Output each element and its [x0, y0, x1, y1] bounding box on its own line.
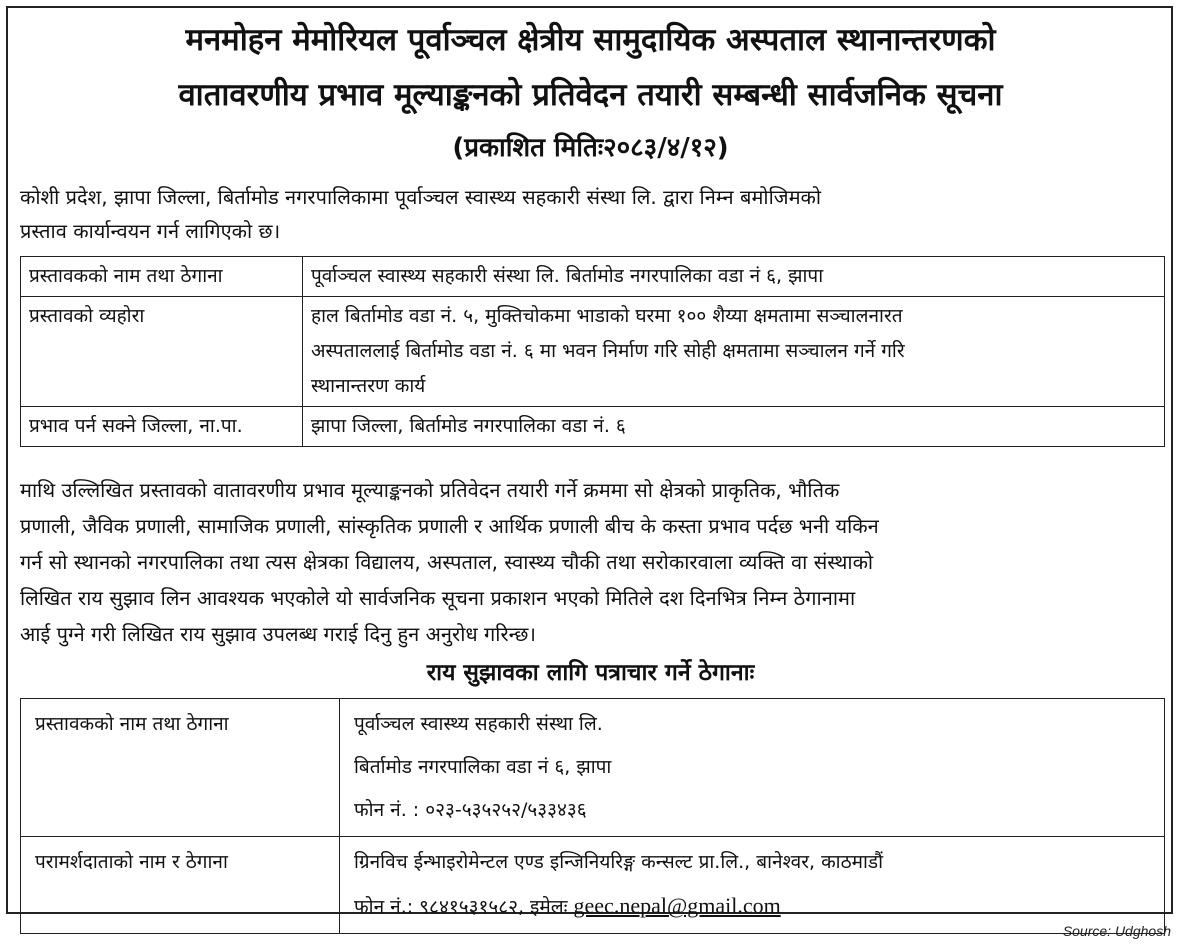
table-row [21, 837, 1165, 934]
proposal-value [303, 297, 1165, 407]
proposal-value-line: स्थानान्तरण कार्य [311, 375, 426, 397]
contact-label: परामर्शदाताको नाम र ठेगाना [21, 837, 340, 934]
table-row [21, 257, 1165, 297]
contact-value-line: पूर्वाञ्चल स्वास्थ्य सहकारी संस्था लि. [354, 713, 603, 735]
body-line: गर्न सो स्थानको नगरपालिका तथा त्यस क्षेत्रका विद्यालय, अस्पताल, स्वास्थ्य चौकी तथा सरोकारवाला व्यक्ति वा संस्थाको [20, 550, 874, 574]
body-paragraph [20, 472, 1162, 652]
notice-title-line-2: वातावरणीय प्रभाव मूल्याङ्कनको प्रतिवेदन तयारी सम्बन्धी सार्वजनिक सूचना [178, 77, 1003, 113]
proposal-value [303, 257, 1165, 297]
published-date: (प्रकाशित मितिः२०८३/४/१२) [452, 133, 729, 163]
contact-value [340, 837, 1165, 934]
email-link[interactable]: geec.nepal@gmail.com [573, 893, 781, 918]
proposal-value-line: हाल बिर्तामोड वडा नं. ५, मुक्तिचोकमा भाडाको घरमा १०० शैय्या क्षमतामा सञ्चालनारत [311, 305, 903, 327]
contact-value [340, 699, 1165, 837]
body-line: प्रणाली, जैविक प्रणाली, सामाजिक प्रणाली, सांस्कृतिक प्रणाली र आर्थिक प्रणाली बीच के कस्ता प्रभाव पर्दछ भनी यकिन [20, 514, 879, 538]
source-credit: Source: Udghosh [1062, 923, 1171, 939]
contact-value-line: बिर्तामोड नगरपालिका वडा नं ६, झापा [354, 756, 612, 778]
contact-phone-email-line [354, 884, 1150, 929]
contact-label: प्रस्तावकको नाम तथा ठेगाना [21, 699, 340, 837]
proposal-value-line: झापा जिल्ला, बिर्तामोड नगरपालिका वडा नं. ६ [311, 415, 626, 437]
proposal-label: प्रस्तावको व्यहोरा [21, 297, 303, 407]
proposal-table [20, 256, 1165, 447]
body-line: लिखित राय सुझाव लिन आवश्यक भएकोले यो सार्वजनिक सूचना प्रकाशन भएको मितिले दश दिनभित्र निम्न ठेगानामा [20, 586, 856, 610]
proposal-label: प्रस्तावकको नाम तथा ठेगाना [21, 257, 303, 297]
intro-line: कोशी प्रदेश, झापा जिल्ला, बिर्तामोड नगरपालिकामा पूर्वाञ्चल स्वास्थ्य सहकारी संस्था लि. द्वारा निम्न बमोजिमको [20, 185, 822, 209]
contact-table [20, 698, 1165, 934]
contact-phone: फोन नं.: ९८४१५३१५८२, इमेलः [354, 896, 568, 918]
table-row [21, 407, 1165, 447]
table-row [21, 699, 1165, 837]
proposal-value [303, 407, 1165, 447]
contact-phone: फोन नं. : ०२३-५३५२५२/५३३४३६ [354, 799, 587, 821]
proposal-value-line: अस्पताललाई बिर्तामोड वडा नं. ६ मा भवन निर्माण गरि सोही क्षमतामा सञ्चालन गर्ने गरि [311, 340, 905, 362]
body-line: आई पुग्ने गरी लिखित राय सुझाव उपलब्ध गराई दिनु हुन अनुरोध गरिन्छ। [20, 622, 536, 646]
table-row [21, 297, 1165, 407]
intro-line: प्रस्ताव कार्यान्वयन गर्न लागिएको छ। [20, 219, 281, 243]
proposal-label: प्रभाव पर्न सक्ने जिल्ला, ना.पा. [21, 407, 303, 447]
body-line: माथि उल्लिखित प्रस्तावको वातावरणीय प्रभाव मूल्याङ्कनको प्रतिवेदन तयारी गर्ने क्रममा सो क्षेत्रको प्राकृतिक, भौतिक [20, 478, 840, 502]
contact-heading: राय सुझावका लागि पत्राचार गर्ने ठेगानाः [426, 660, 755, 686]
proposal-value-line: पूर्वाञ्चल स्वास्थ्य सहकारी संस्था लि. बिर्तामोड नगरपालिका वडा नं ६, झापा [311, 265, 824, 287]
intro-paragraph [20, 180, 1162, 248]
contact-value-line: ग्रिनविच ईन्भाइरोमेन्टल एण्ड इन्जिनियरिङ्ग कन्सल्ट प्रा.लि., बानेश्वर, काठमाडौं [354, 851, 883, 873]
notice-title-line-1: मनमोहन मेमोरियल पूर्वाञ्चल क्षेत्रीय सामुदायिक अस्पताल स्थानान्तरणको [185, 22, 996, 58]
